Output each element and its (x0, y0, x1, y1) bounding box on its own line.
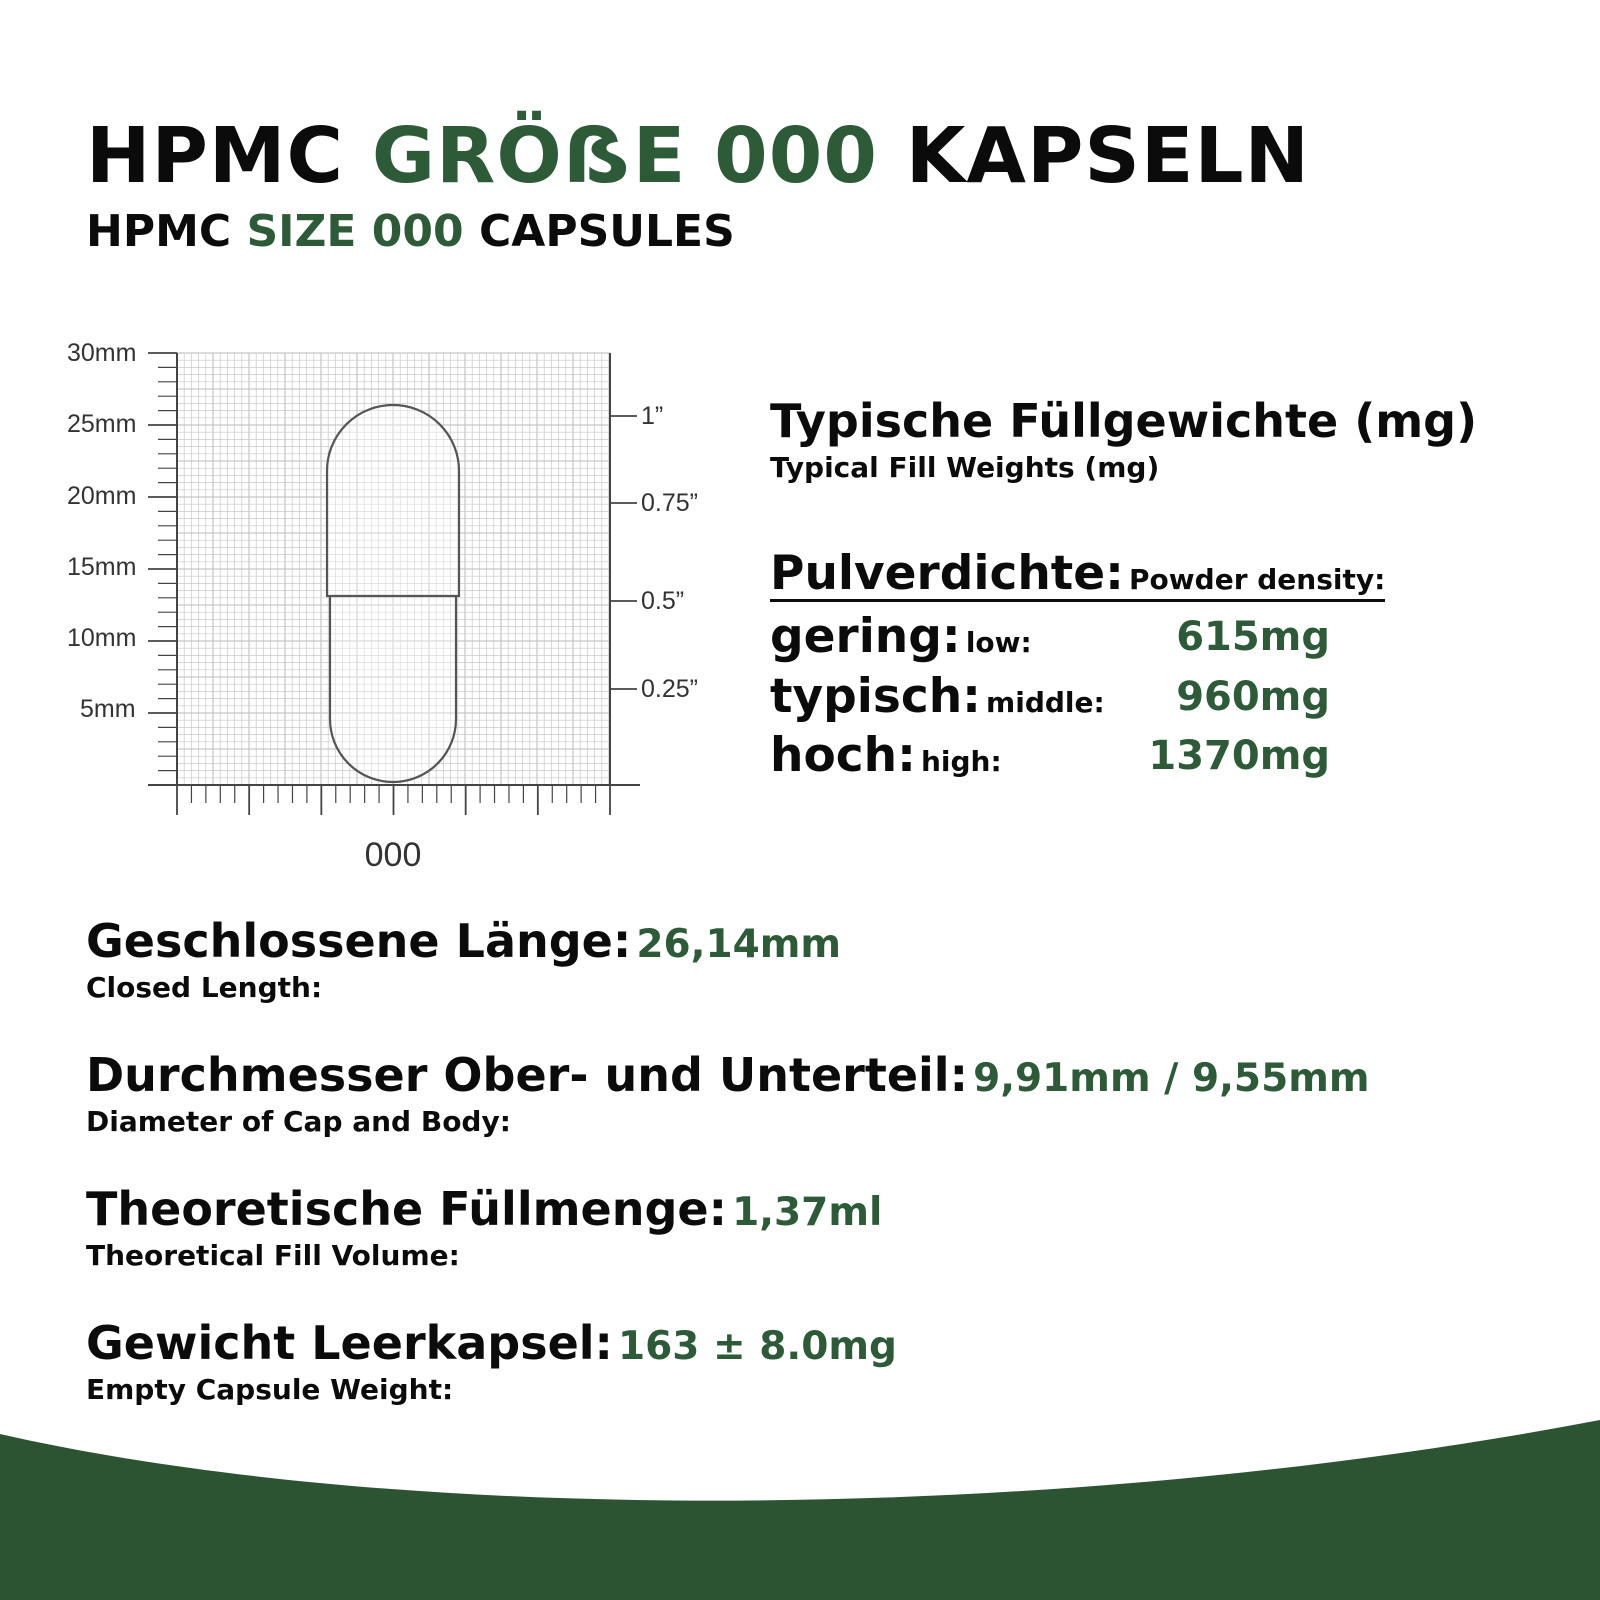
mm-ruler (148, 353, 177, 785)
spec-label-de: Geschlossene Länge: (86, 914, 632, 968)
inch-ruler (610, 353, 637, 785)
mm-label-25: 25mm (67, 410, 137, 438)
density-value: 960mg (1176, 674, 1330, 720)
density-label-de: typisch: (770, 669, 981, 724)
density-label-de: gering: (770, 609, 961, 664)
footer-wave-shape (0, 1420, 1600, 1600)
mm-label-15: 15mm (67, 553, 137, 581)
density-label-en: high: (920, 745, 1002, 778)
capsule-size-diagram (0, 320, 740, 880)
fill-weights-title: Typische Füllgewichte (mg) (770, 394, 1478, 448)
capsule-outline (327, 405, 459, 782)
capsule-size-label: 000 (364, 836, 422, 874)
density-value: 1370mg (1148, 733, 1330, 779)
mm-label-30: 30mm (67, 339, 137, 367)
density-label-en: middle: (986, 686, 1105, 719)
spec-label-en: Diameter of Cap and Body: (86, 1105, 511, 1138)
subtitle-part-1: HPMC (86, 206, 247, 257)
subtitle-part-2: SIZE 000 (246, 206, 464, 257)
mm-label-20: 20mm (67, 482, 137, 510)
spec-empty-weight (86, 1316, 897, 1406)
spec-value: 26,14mm (636, 922, 841, 967)
title-part-1: HPMC (86, 112, 372, 201)
spec-label-de: Durchmesser Ober- und Unterteil: (86, 1048, 968, 1102)
footer-wave (0, 1420, 1600, 1600)
spec-value: 1,37ml (732, 1190, 883, 1235)
page-subtitle (86, 206, 735, 257)
page-title (86, 112, 1310, 201)
fill-weights-heading (770, 394, 1570, 484)
density-row-low (770, 609, 1330, 669)
density-row-middle (770, 669, 1330, 729)
spec-label-en: Theoretical Fill Volume: (86, 1239, 460, 1272)
density-label-de: hoch: (770, 728, 916, 783)
subtitle-part-3: CAPSULES (463, 206, 735, 257)
fill-weights-subtitle: Typical Fill Weights (mg) (770, 451, 1160, 484)
title-part-3: KAPSELN (877, 112, 1310, 201)
mm-label-5: 5mm (80, 695, 136, 723)
capsule-cap (327, 405, 459, 596)
bottom-ruler (148, 785, 640, 815)
spec-label-en: Closed Length: (86, 971, 323, 1004)
spec-label-de: Gewicht Leerkapsel: (86, 1316, 613, 1370)
spec-closed-length (86, 914, 841, 1004)
title-part-2: GRÖẞE 000 (371, 112, 878, 201)
inch-label-05: 0.5” (641, 587, 685, 615)
inch-label-075: 0.75” (641, 489, 698, 517)
density-value: 615mg (1176, 614, 1330, 660)
spec-value: 163 ± 8.0mg (618, 1324, 897, 1369)
spec-diameter (86, 1048, 1370, 1138)
inch-label-025: 0.25” (641, 675, 698, 703)
powder-density-label-en: Powder density: (1129, 563, 1386, 596)
spec-label-de: Theoretische Füllmenge: (86, 1182, 727, 1236)
density-row-high (770, 728, 1330, 788)
powder-density-heading (770, 546, 1386, 602)
spec-label-en: Empty Capsule Weight: (86, 1373, 454, 1406)
spec-fill-volume (86, 1182, 883, 1272)
spec-value: 9,91mm / 9,55mm (973, 1056, 1370, 1101)
powder-density-label-de: Pulverdichte: (770, 546, 1124, 601)
density-label-en: low: (965, 626, 1032, 659)
capsule-body (330, 596, 456, 782)
inch-label-1: 1” (641, 402, 664, 430)
mm-label-10: 10mm (67, 624, 137, 652)
